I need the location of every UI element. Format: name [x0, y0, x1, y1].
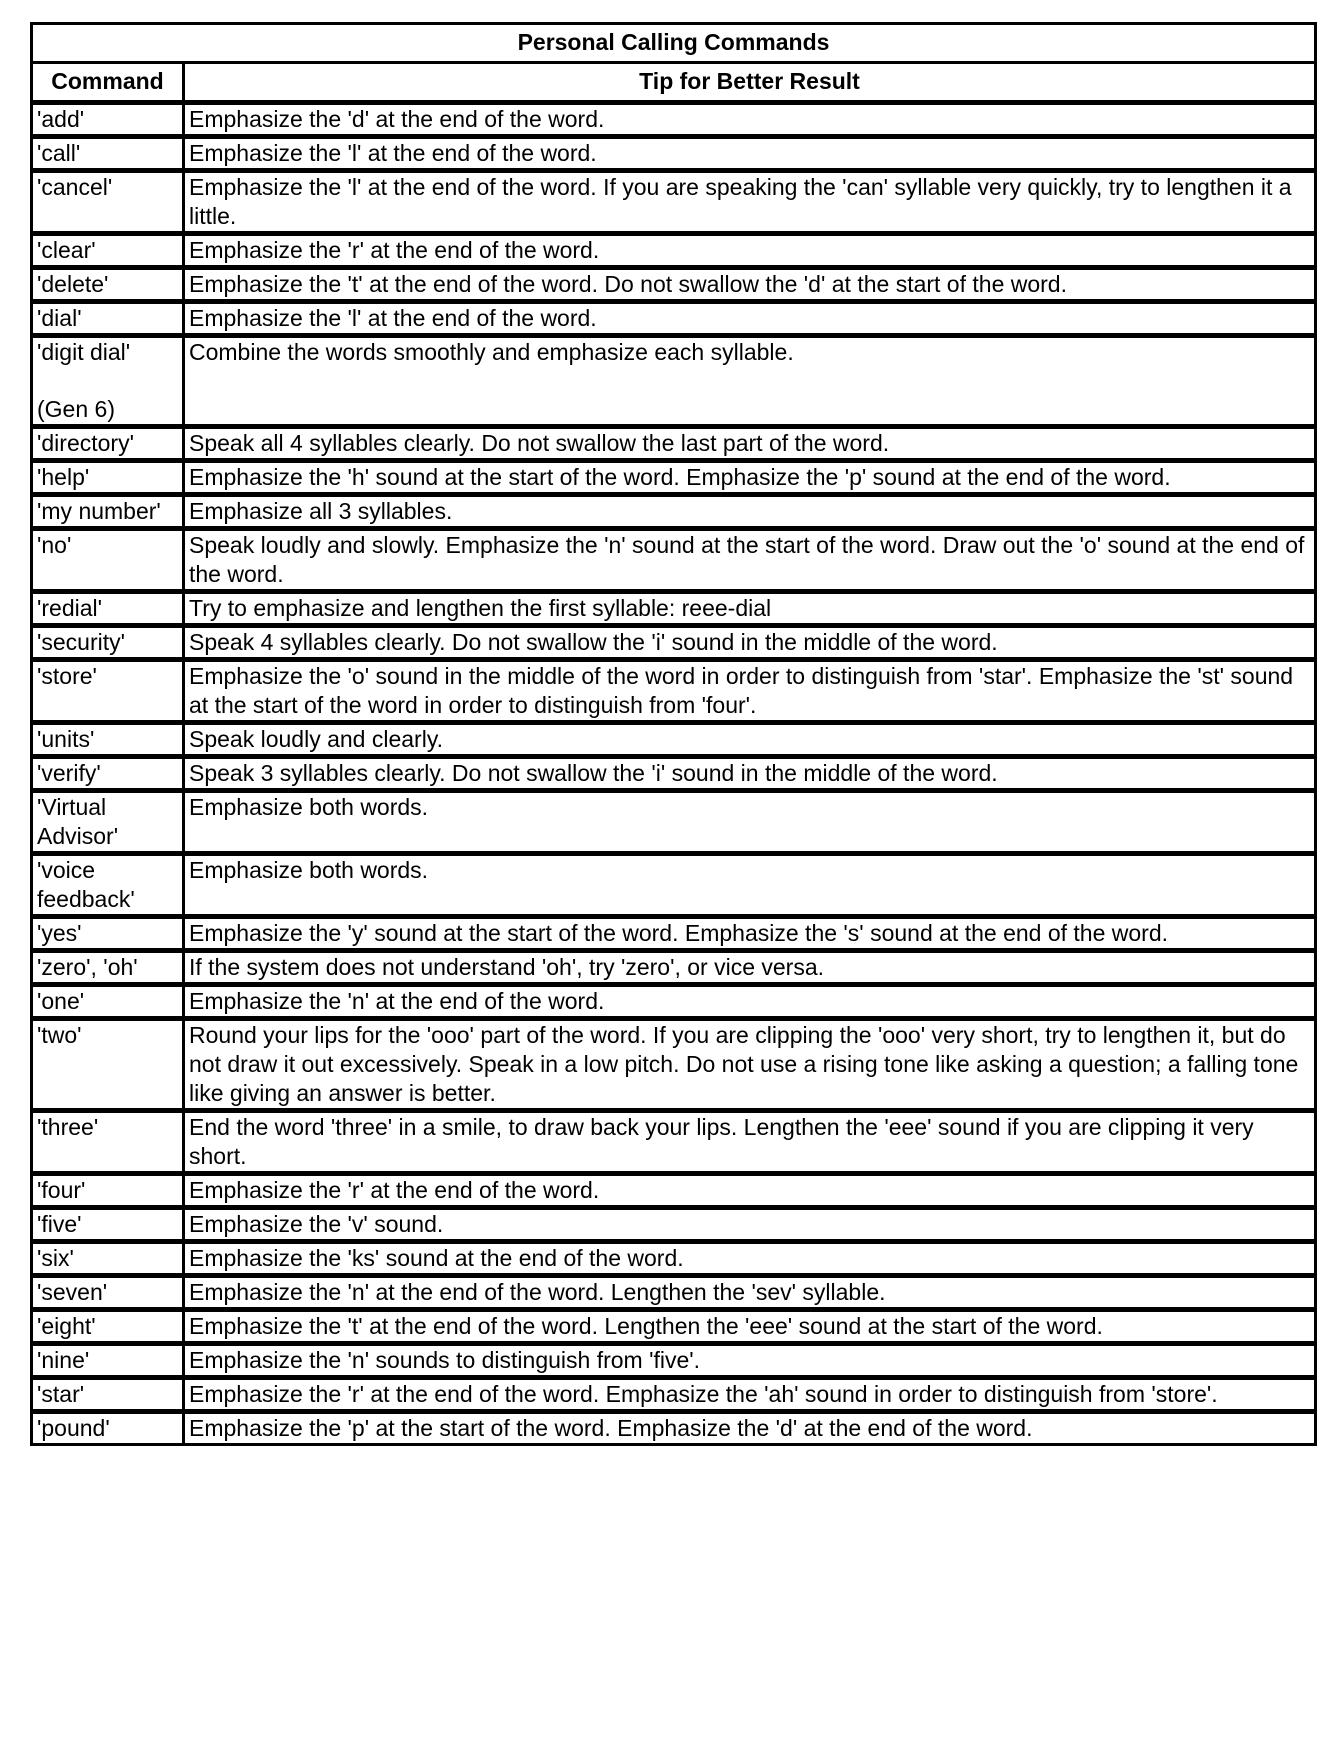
table-row: [33, 427, 1317, 461]
command-cell: [33, 461, 185, 495]
tip-cell: End the word 'three' in a smile, to draw back your lips. Lengthen the 'eee' sound if you are clipping it very short.: [185, 1111, 1317, 1174]
tip-cell: Emphasize both words.: [185, 854, 1317, 917]
command-cell: [33, 985, 185, 1019]
table-row: [33, 791, 1317, 854]
command-text: 'no': [37, 532, 72, 558]
command-note: (Gen 6): [37, 396, 115, 422]
table-row: [33, 1174, 1317, 1208]
tip-cell: If the system does not understand 'oh', try 'zero', or vice versa.: [185, 951, 1317, 985]
table-row: [33, 660, 1317, 723]
command-cell: [33, 103, 185, 137]
tip-cell: Emphasize the 'n' sounds to distinguish from 'five'.: [185, 1344, 1317, 1378]
command-cell: [33, 1019, 185, 1111]
table-row: [33, 302, 1317, 336]
command-cell: [33, 268, 185, 302]
tip-cell: Speak loudly and clearly.: [185, 723, 1317, 757]
tip-cell: Round your lips for the 'ooo' part of the word. If you are clipping the 'ooo' very short, try to lengthen it, but do not draw it out excessively. Speak in a low pitch. Do not use a rising tone like asking a question; a falling tone like giving an answer is better.: [185, 1019, 1317, 1111]
table-row: [33, 985, 1317, 1019]
table-row: [33, 1276, 1317, 1310]
table-title: Personal Calling Commands: [33, 25, 1317, 64]
table-row: [33, 336, 1317, 427]
tip-cell: Speak loudly and slowly. Emphasize the 'n' sound at the start of the word. Draw out the 'o' sound at the end of the word.: [185, 529, 1317, 592]
command-cell: [33, 1310, 185, 1344]
command-cell: [33, 854, 185, 917]
command-cell: [33, 1242, 185, 1276]
tip-cell: Emphasize the 't' at the end of the word. Lengthen the 'eee' sound at the start of the word.: [185, 1310, 1317, 1344]
table-row: [33, 234, 1317, 268]
tip-cell: Emphasize the 'r' at the end of the word.: [185, 1174, 1317, 1208]
tip-cell: Emphasize the 'l' at the end of the word.: [185, 302, 1317, 336]
table-row: [33, 1310, 1317, 1344]
tip-cell: Emphasize the 'd' at the end of the word.: [185, 103, 1317, 137]
table-row: [33, 854, 1317, 917]
command-cell: [33, 1111, 185, 1174]
command-cell: [33, 302, 185, 336]
table-row: [33, 951, 1317, 985]
command-text: 'three': [37, 1114, 99, 1140]
command-cell: [33, 171, 185, 234]
command-text: 'redial': [37, 595, 103, 621]
command-text: 'nine': [37, 1347, 90, 1373]
command-text: 'yes': [37, 920, 82, 946]
header-row: [33, 64, 1317, 103]
tip-cell: Speak all 4 syllables clearly. Do not swallow the last part of the word.: [185, 427, 1317, 461]
table-row: [33, 137, 1317, 171]
table-row: [33, 529, 1317, 592]
table-row: [33, 917, 1317, 951]
command-text: 'directory': [37, 430, 134, 456]
tip-cell: Emphasize the 'r' at the end of the word.: [185, 234, 1317, 268]
command-cell: [33, 1276, 185, 1310]
table-row: [33, 103, 1317, 137]
command-cell: [33, 137, 185, 171]
command-cell: [33, 495, 185, 529]
tip-cell: Emphasize the 'p' at the start of the word. Emphasize the 'd' at the end of the word.: [185, 1412, 1317, 1446]
tip-cell: Emphasize all 3 syllables.: [185, 495, 1317, 529]
command-text: 'pound': [37, 1415, 110, 1441]
table-row: [33, 1378, 1317, 1412]
command-text: 'eight': [37, 1313, 96, 1339]
tip-cell: Emphasize the 'ks' sound at the end of the word.: [185, 1242, 1317, 1276]
command-cell: [33, 427, 185, 461]
table-row: [33, 1344, 1317, 1378]
table-row: [33, 268, 1317, 302]
tip-cell: Emphasize the 'n' at the end of the word.: [185, 985, 1317, 1019]
tip-cell: Emphasize the 'o' sound in the middle of the word in order to distinguish from 'star'. Emphasize the 'st' sound at the start of the word in order to distinguish from 'four'.: [185, 660, 1317, 723]
command-cell: [33, 1378, 185, 1412]
command-text: 'two': [37, 1022, 82, 1048]
command-text: 'seven': [37, 1279, 108, 1305]
command-cell: [33, 529, 185, 592]
table-row: [33, 757, 1317, 791]
tip-cell: Speak 3 syllables clearly. Do not swallow the 'i' sound in the middle of the word.: [185, 757, 1317, 791]
command-cell: [33, 1208, 185, 1242]
command-text: 'star': [37, 1381, 85, 1407]
table-row: [33, 1208, 1317, 1242]
command-text: 'zero', 'oh': [37, 954, 138, 980]
table-row: [33, 592, 1317, 626]
table-row: [33, 1242, 1317, 1276]
command-text: 'one': [37, 988, 85, 1014]
tip-cell: Emphasize the 'v' sound.: [185, 1208, 1317, 1242]
command-cell: [33, 234, 185, 268]
command-text: 'call': [37, 140, 81, 166]
command-text: 'six': [37, 1245, 74, 1271]
command-text: 'security': [37, 629, 126, 655]
table-row: [33, 1019, 1317, 1111]
command-cell: [33, 626, 185, 660]
tip-cell: Emphasize the 'y' sound at the start of the word. Emphasize the 's' sound at the end of the word.: [185, 917, 1317, 951]
command-cell: [33, 757, 185, 791]
table-row: [33, 626, 1317, 660]
table-body: [33, 103, 1317, 1446]
title-row: [33, 25, 1317, 64]
command-text: 'four': [37, 1177, 86, 1203]
table-row: [33, 171, 1317, 234]
command-text: 'Virtual Advisor': [37, 794, 119, 849]
table-row: [33, 723, 1317, 757]
command-text: 'voice feedback': [37, 857, 135, 912]
tip-column-header: Tip for Better Result: [185, 64, 1317, 103]
commands-table: [30, 22, 1317, 1446]
tip-cell: Emphasize the 'h' sound at the start of the word. Emphasize the 'p' sound at the end of the word.: [185, 461, 1317, 495]
command-cell: [33, 660, 185, 723]
command-text: 'help': [37, 464, 90, 490]
command-text: 'add': [37, 106, 85, 132]
tip-cell: Try to emphasize and lengthen the first syllable: reee-dial: [185, 592, 1317, 626]
command-cell: [33, 917, 185, 951]
command-text: 'dial': [37, 305, 82, 331]
command-text: 'five': [37, 1211, 82, 1237]
command-cell: [33, 723, 185, 757]
command-column-header: Command: [33, 64, 185, 103]
command-text: 'cancel': [37, 174, 113, 200]
table-row: [33, 495, 1317, 529]
command-cell: [33, 791, 185, 854]
command-text: 'clear': [37, 237, 96, 263]
tip-cell: Emphasize the 'r' at the end of the word. Emphasize the 'ah' sound in order to distinguish from 'store'.: [185, 1378, 1317, 1412]
command-text: 'delete': [37, 271, 109, 297]
tip-cell: Combine the words smoothly and emphasize each syllable.: [185, 336, 1317, 427]
tip-cell: Emphasize the 'l' at the end of the word.: [185, 137, 1317, 171]
tip-cell: Emphasize the 'l' at the end of the word. If you are speaking the 'can' syllable very quickly, try to lengthen it a little.: [185, 171, 1317, 234]
tip-cell: Speak 4 syllables clearly. Do not swallow the 'i' sound in the middle of the word.: [185, 626, 1317, 660]
command-text: 'my number': [37, 498, 161, 524]
command-cell: [33, 1174, 185, 1208]
command-text: 'store': [37, 663, 97, 689]
table-row: [33, 461, 1317, 495]
tip-cell: Emphasize the 'n' at the end of the word. Lengthen the 'sev' syllable.: [185, 1276, 1317, 1310]
table-row: [33, 1412, 1317, 1446]
tip-cell: Emphasize the 't' at the end of the word. Do not swallow the 'd' at the start of the word.: [185, 268, 1317, 302]
command-cell: [33, 1412, 185, 1446]
command-cell: [33, 951, 185, 985]
command-cell: [33, 336, 185, 427]
document-page: [30, 22, 1317, 1446]
table-row: [33, 1111, 1317, 1174]
command-cell: [33, 592, 185, 626]
tip-cell: Emphasize both words.: [185, 791, 1317, 854]
command-text: 'digit dial': [37, 339, 131, 365]
command-text: 'verify': [37, 760, 101, 786]
command-cell: [33, 1344, 185, 1378]
command-text: 'units': [37, 726, 95, 752]
